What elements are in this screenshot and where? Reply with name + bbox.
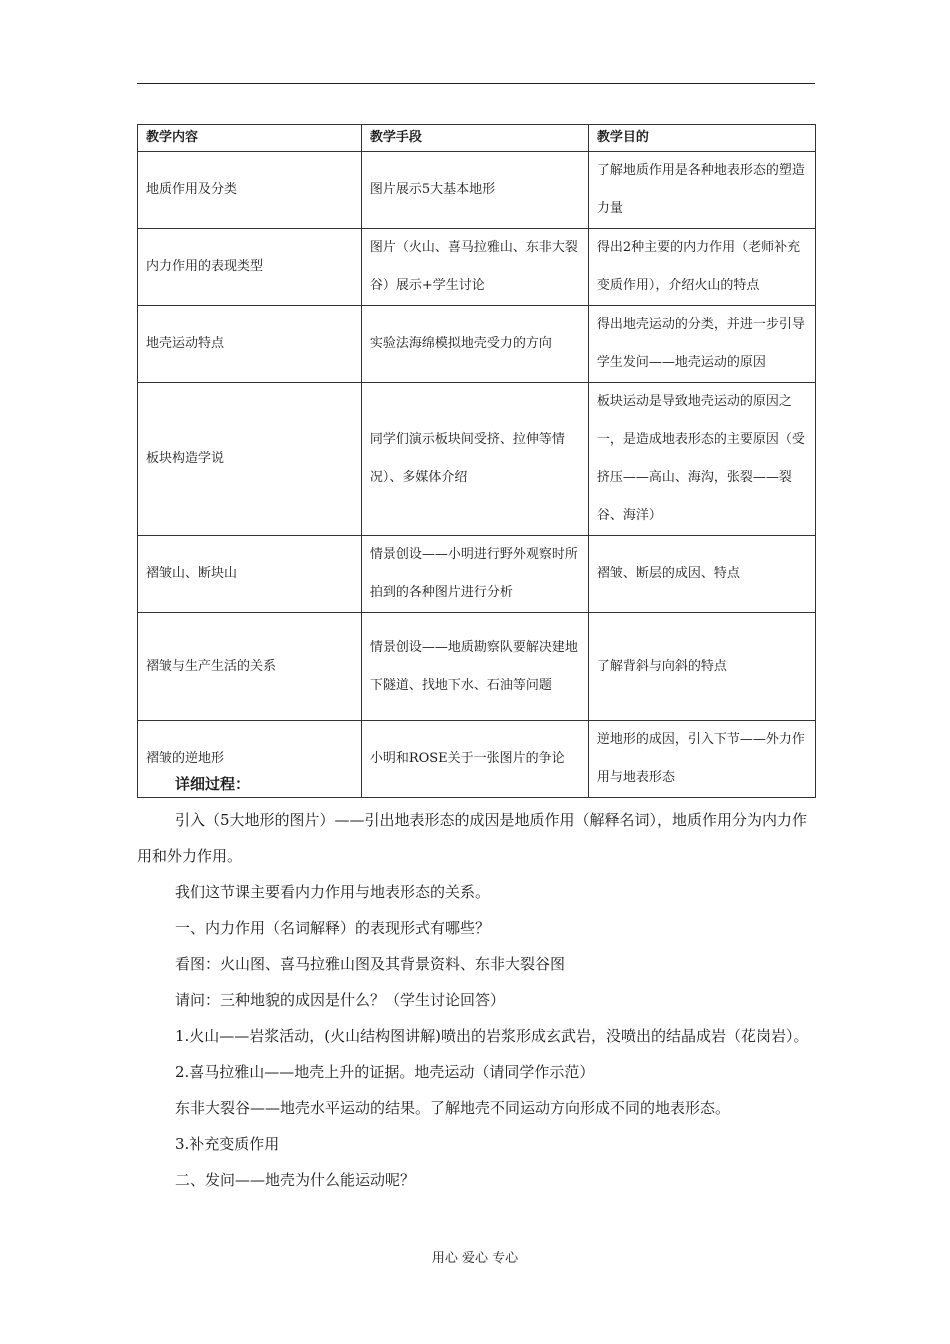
table-row xyxy=(138,613,816,721)
cell-purpose: 了解背斜与向斜的特点 xyxy=(588,613,815,721)
paragraph: 一、内力作用（名词解释）的表现形式有哪些？ xyxy=(175,919,491,937)
cell-purpose: 得出地壳运动的分类，并进一步引导学生发问——地壳运动的原因 xyxy=(588,306,815,383)
cell-content: 褶皱与生产生活的关系 xyxy=(138,613,362,721)
paragraph: 1.火山——岩浆活动，(火山结构图讲解)喷出的岩浆形成玄武岩，没喷出的结晶成岩（花岗岩）。 xyxy=(175,1027,809,1045)
paragraph: 引入（5大地形的图片）——引出地表形态的成因是地质作用（解释名词），地质作用分为内力作用和外力作用。 xyxy=(137,811,808,865)
header-content: 教学内容 xyxy=(138,125,362,152)
cell-content: 褶皱的逆地形 xyxy=(138,721,362,798)
cell-method: 实验法海绵模拟地壳受力的方向 xyxy=(361,306,588,383)
cell-purpose: 得出2种主要的内力作用（老师补充变质作用），介绍火山的特点 xyxy=(588,229,815,306)
table-row xyxy=(138,536,816,613)
paragraph: 东非大裂谷——地壳水平运动的结果。了解地壳不同运动方向形成不同的地表形态。 xyxy=(175,1099,731,1117)
cell-content: 内力作用的表现类型 xyxy=(138,229,362,306)
paragraph: 二、发问——地壳为什么能运动呢？ xyxy=(175,1171,416,1189)
table-header-row xyxy=(138,125,816,152)
cell-purpose: 板块运动是导致地壳运动的原因之一，是造成地表形态的主要原因（受挤压——高山、海沟，张裂——裂谷、海洋） xyxy=(588,383,815,536)
cell-method: 图片（火山、喜马拉雅山、东非大裂谷）展示+学生讨论 xyxy=(361,229,588,306)
cell-purpose: 逆地形的成因，引入下节——外力作用与地表形态 xyxy=(588,721,815,798)
cell-method: 情景创设——地质勘察队要解决建地下隧道、找地下水、石油等问题 xyxy=(361,613,588,721)
paragraph: 我们这节课主要看内力作用与地表形态的关系。 xyxy=(175,883,491,901)
cell-purpose: 褶皱、断层的成因、特点 xyxy=(588,536,815,613)
body-text xyxy=(137,766,815,1198)
table-row xyxy=(138,229,816,306)
section-subtitle: 详细过程： xyxy=(175,775,251,793)
table-row xyxy=(138,306,816,383)
cell-method: 同学们演示板块间受挤、拉伸等情况）、多媒体介绍 xyxy=(361,383,588,536)
cell-method: 小明和ROSE关于一张图片的争论 xyxy=(361,721,588,798)
header-method: 教学手段 xyxy=(361,125,588,152)
paragraph: 3.补充变质作用 xyxy=(175,1135,280,1153)
paragraph: 看图：火山图、喜马拉雅山图及其背景资料、东非大裂谷图 xyxy=(175,955,566,973)
header-purpose: 教学目的 xyxy=(588,125,815,152)
cell-purpose: 了解地质作用是各种地表形态的塑造力量 xyxy=(588,152,815,229)
page-footer: 用心 爱心 专心 xyxy=(431,1251,519,1266)
teaching-plan-table xyxy=(137,124,816,798)
cell-content: 板块构造学说 xyxy=(138,383,362,536)
cell-method: 图片展示5大基本地形 xyxy=(361,152,588,229)
table-row xyxy=(138,152,816,229)
cell-method: 情景创设——小明进行野外观察时所拍到的各种图片进行分析 xyxy=(361,536,588,613)
cell-content: 地质作用及分类 xyxy=(138,152,362,229)
paragraph: 请问：三种地貌的成因是什么？（学生讨论回答） xyxy=(175,991,506,1009)
cell-content: 褶皱山、断块山 xyxy=(138,536,362,613)
cell-content: 地壳运动特点 xyxy=(138,306,362,383)
paragraph: 2.喜马拉雅山——地壳上升的证据。地壳运动（请同学作示范） xyxy=(175,1063,595,1081)
table-row xyxy=(138,383,816,536)
header-rule xyxy=(137,83,815,84)
